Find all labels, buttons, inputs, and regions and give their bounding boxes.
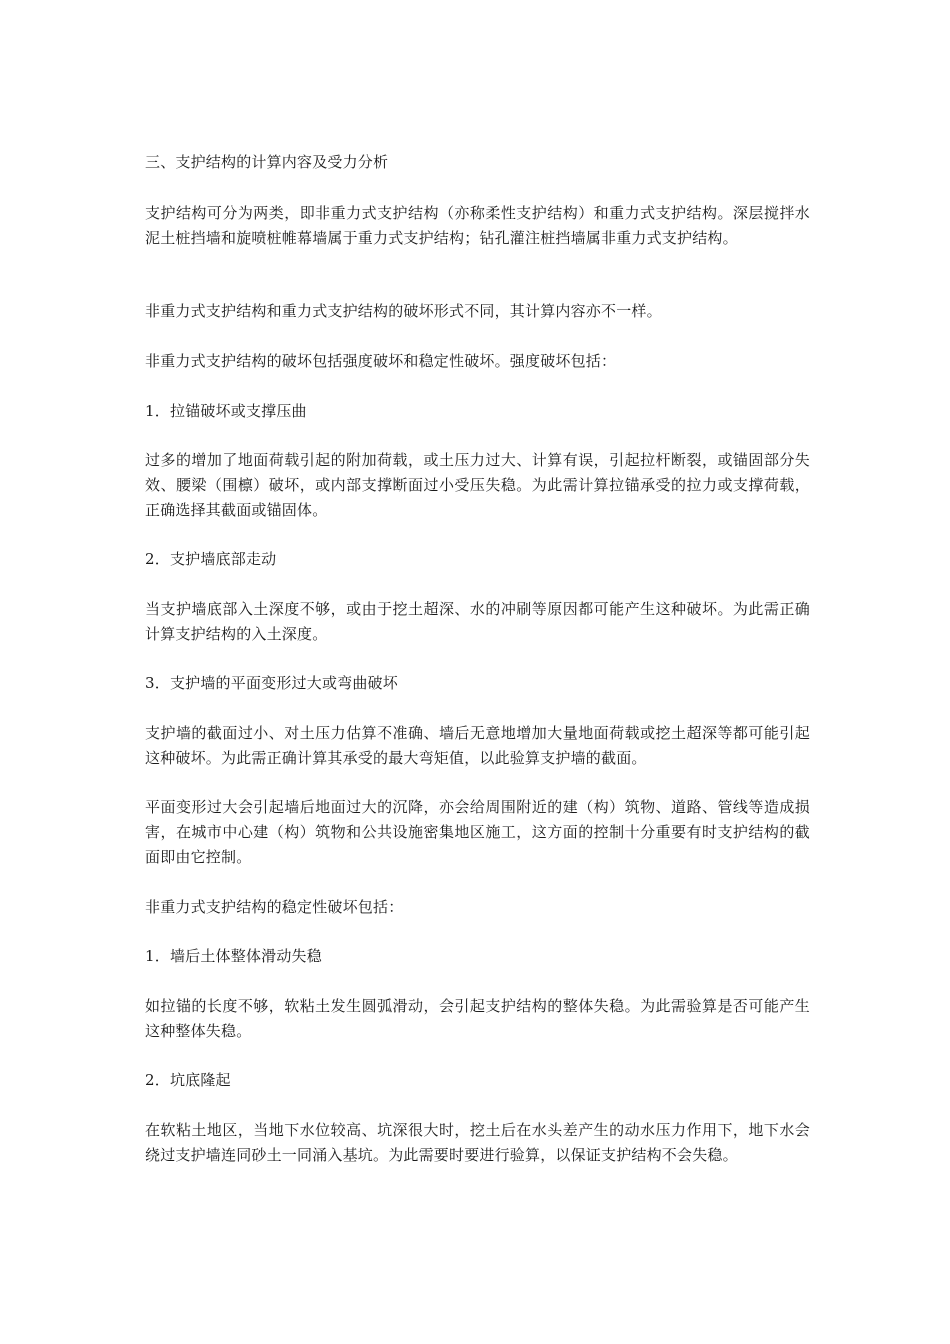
paragraph: 在软粘土地区，当地下水位较高、坑深很大时，挖土后在水头差产生的动水压力作用下，地下水会绕过支护墙连同砂土一同涌入基坑。为此需要时要进行验算，以保证支护结构不会失稳。 bbox=[145, 1121, 810, 1164]
paragraph: 过多的增加了地面荷载引起的附加荷载，或土压力过大、计算有误，引起拉杆断裂，或锚固部分失效、腰梁（围檩）破坏，或内部支撑断面过小受压失稳。为此需计算拉锚承受的拉力或支撑荷载，正确选择其截面或锚固体。 bbox=[145, 451, 810, 519]
list-heading: 1．拉锚破坏或支撑压曲 bbox=[145, 402, 307, 420]
paragraph: 非重力式支护结构的稳定性破坏包括： bbox=[145, 898, 404, 916]
list-heading: 2．坑底隆起 bbox=[145, 1071, 231, 1089]
paragraph: 如拉锚的长度不够，软粘土发生圆弧滑动，会引起支护结构的整体失稳。为此需验算是否可能产生这种整体失稳。 bbox=[145, 997, 810, 1040]
list-heading: 1．墙后土体整体滑动失稳 bbox=[145, 947, 322, 965]
paragraph: 支护墙的截面过小、对土压力估算不准确、墙后无意地增加大量地面荷载或挖土超深等都可能引起这种破坏。为此需正确计算其承受的最大弯矩值，以此验算支护墙的截面。 bbox=[145, 724, 810, 767]
paragraph: 非重力式支护结构和重力式支护结构的破坏形式不同，其计算内容亦不一样。 bbox=[145, 302, 662, 320]
list-heading: 3．支护墙的平面变形过大或弯曲破坏 bbox=[145, 674, 398, 692]
paragraph: 支护结构可分为两类，即非重力式支护结构（亦称柔性支护结构）和重力式支护结构。深层搅拌水泥土桩挡墙和旋喷桩帷幕墙属于重力式支护结构；钻孔灌注桩挡墙属非重力式支护结构。 bbox=[145, 204, 810, 247]
paragraph: 当支护墙底部入土深度不够，或由于挖土超深、水的冲刷等原因都可能产生这种破坏。为此需正确计算支护结构的入土深度。 bbox=[145, 600, 810, 643]
paragraph: 非重力式支护结构的破坏包括强度破坏和稳定性破坏。强度破坏包括： bbox=[145, 352, 617, 370]
section-heading: 三、支护结构的计算内容及受力分析 bbox=[145, 153, 389, 171]
list-heading: 2．支护墙底部走动 bbox=[145, 550, 277, 568]
paragraph: 平面变形过大会引起墙后地面过大的沉降，亦会给周围附近的建（构）筑物、道路、管线等造成损害，在城市中心建（构）筑物和公共设施密集地区施工，这方面的控制十分重要有时支护结构的截面即由它控制。 bbox=[145, 798, 810, 866]
